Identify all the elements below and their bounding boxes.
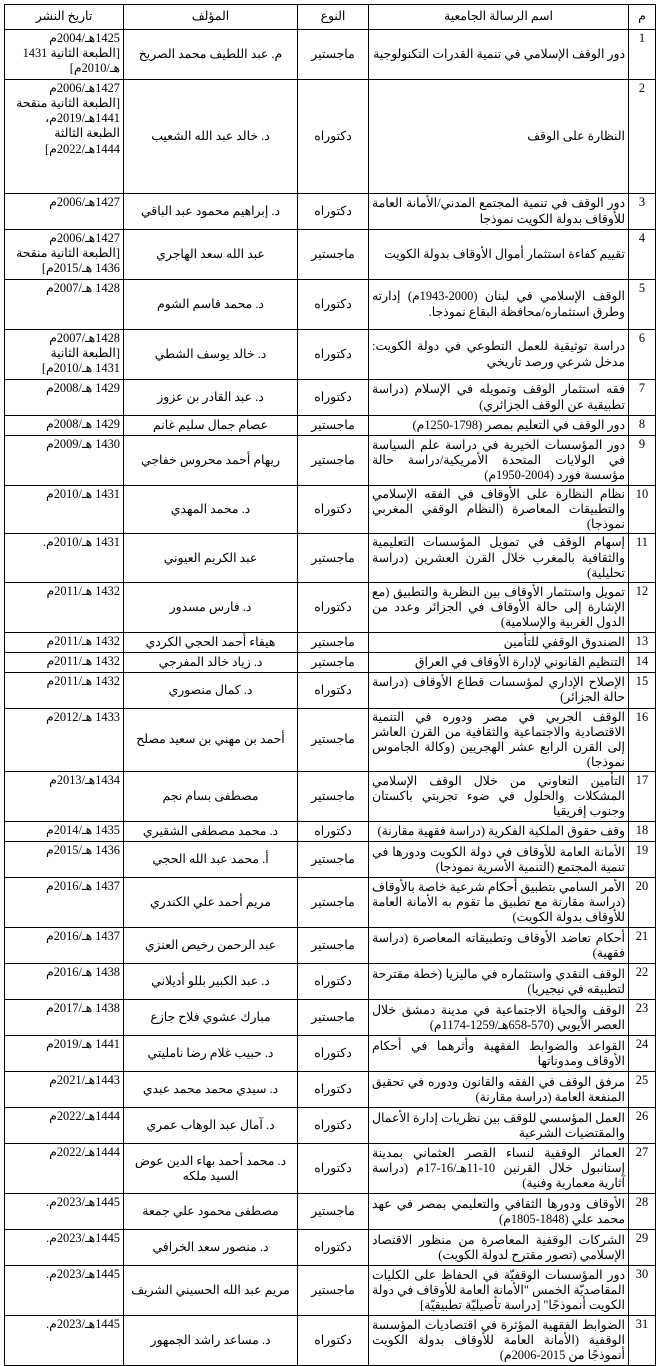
table-row [5,772,656,822]
table-row [5,1316,656,1366]
author-name: د. فارس مسدور [124,582,298,632]
publication-date [5,632,124,652]
date-line: 1427هـ/2006م [49,81,120,95]
dissertation-title: الإصلاح الإداري لمؤسسات قطاع الأوقاف (دراسة حالة الجزائر) [369,672,629,708]
date-line: 1430 هـ/2009م [46,437,120,451]
author-name: مصطفى محمود علي جمعة [124,1194,298,1230]
degree-type: دكتوراه [298,1230,369,1266]
degree-type: ماجستير [298,1266,369,1316]
publication-date [5,772,124,822]
table-header-row [5,5,656,30]
table-row [5,30,656,80]
author-name: هيفاء أحمد الحجي الكردي [124,632,298,652]
date-line: 1432 هـ/2011م [46,633,120,648]
degree-type: ماجستير [298,842,369,878]
degree-type: دكتوراه [298,330,369,380]
author-name: مريم عبد الله الحسيني الشريف [124,1266,298,1316]
author-name: مبارك عشوي فلاح جازع [124,1000,298,1036]
author-name: د. إبراهيم محمود عبد الباقي [124,194,298,230]
date-line: 1435 هـ/2014م [46,823,120,838]
publication-date [5,1230,124,1266]
header-date: تاريخ النشر [5,5,124,30]
author-name: د. سيدي محمد محمد عبدي [124,1072,298,1108]
table-row [5,380,656,416]
dissertation-title: الضوابط الفقهية المؤثرة في اقتصاديات المؤسسة الوقفية (الأمانة العامة للأوقاف بدولة الكويت أنموذجًا من 2015-2006م) [369,1316,629,1366]
date-line: 1438 هـ/2016م [46,965,120,980]
dissertation-title: دراسة توثيقية للعمل التطوعي في دولة الكويت: مدخل شرعي ورصد تاريخي [369,330,629,380]
degree-type: دكتوراه [298,1316,369,1366]
dissertation-title: الوقف الجربي في مصر ودوره في التنمية الاقتصادية والاجتماعية والثقافية من القرن العاشر إلى القرن الرابع عشر الهجريين (وكالة الجاموس نموذجا) [369,708,629,772]
row-number: 27 [629,1144,656,1194]
degree-type: ماجستير [298,1000,369,1036]
dissertations-table [4,4,656,1366]
author-name: د. كمال منصوري [124,672,298,708]
row-number: 1 [629,30,656,80]
author-name: د. زياد خالد المفرجي [124,652,298,672]
date-line: [الطبعة الثانية 1431 [22,46,120,61]
header-type: النوع [298,5,369,30]
date-line: 1441هـ/2019م، [45,111,120,126]
author-name: د. مساعد راشد الجمهور [124,1316,298,1366]
publication-date [5,1144,124,1194]
degree-type: دكتوراه [298,1072,369,1108]
dissertation-title: دور الوقف في تنمية المجتمع المدني/الأمانة العامة للأوقاف بدولة الكويت نموذجا [369,194,629,230]
author-name: د. خالد يوسف الشطي [124,330,298,380]
table-row [5,842,656,878]
table-row [5,280,656,330]
dissertation-title: النظارة على الوقف [369,80,629,194]
publication-date [5,1036,124,1072]
degree-type: ماجستير [298,708,369,772]
publication-date [5,708,124,772]
table-row [5,436,656,486]
date-line: 1443هـ/2021م [49,1073,120,1088]
publication-date [5,1000,124,1036]
degree-type: دكتوراه [298,672,369,708]
row-number: 6 [629,330,656,380]
dissertation-title: تقييم كفاءة استثمار أموال الأوقاف بدولة الكويت [369,230,629,280]
degree-type: دكتوراه [298,1036,369,1072]
date-line: 1427هـ/2006م [49,231,120,245]
dissertation-title: الوقف النقدي واستثماره في ماليزيا (خطة مقترحة لتطبيقه في نيجيريا) [369,964,629,1000]
table-row [5,330,656,380]
date-line: 1438 هـ/2017م [46,1001,120,1016]
table-row [5,672,656,708]
date-line: 1437 هـ/2016م [46,929,120,944]
degree-type: ماجستير [298,772,369,822]
dissertation-title: نظام النظارة على الأوقاف في الفقه الإسلامي والتطبيقات المعاصرة (النظام الوقفي المغربي نموذجا) [369,486,629,534]
degree-type: ماجستير [298,230,369,280]
degree-type: ماجستير [298,416,369,436]
date-line: 1427هـ/2006م [49,195,120,209]
row-number: 29 [629,1230,656,1266]
row-number: 8 [629,416,656,436]
publication-date [5,582,124,632]
date-line: 1428هـ/2007م [49,331,120,345]
degree-type: ماجستير [298,30,369,80]
date-line: 1445هـ/2023م. [46,1231,120,1246]
author-name: أحمد بن مهني بن سعيد مصلح [124,708,298,772]
publication-date [5,380,124,416]
date-line: 1436 هـ/2015م [46,843,120,858]
publication-date [5,30,124,80]
author-name: د. حبيب غلام رضا نامليتي [124,1036,298,1072]
row-number: 12 [629,582,656,632]
row-number: 14 [629,652,656,672]
row-number: 20 [629,878,656,928]
header-author: المؤلف [124,5,298,30]
degree-type: ماجستير [298,436,369,486]
table-row [5,928,656,964]
publication-date [5,652,124,672]
date-line: 1432 هـ/2011م [46,653,120,668]
row-number: 11 [629,534,656,582]
table-row [5,80,656,194]
row-number: 18 [629,822,656,842]
table-row [5,194,656,230]
publication-date [5,672,124,708]
table-row [5,1072,656,1108]
degree-type: ماجستير [298,652,369,672]
dissertation-title: مرفق الوقف في الفقه والقانون ودوره في تحقيق المنفعة العامة (دراسة مقارنة) [369,1072,629,1108]
date-line: 1441 هـ/2019م [46,1037,120,1052]
date-line: 1434هـ/2013م [49,773,120,788]
date-line: 1431 هـ/2010م] [41,361,120,376]
date-line: 1445هـ/2023م. [46,1195,120,1210]
table-row [5,486,656,534]
degree-type: ماجستير [298,878,369,928]
publication-date [5,280,124,330]
dissertation-title: فقه استثمار الوقف وتمويله في الإسلام (دراسة تطبيقية عن الوقف الجزائري) [369,380,629,416]
author-name: عبد الرحمن رخيص العنزي [124,928,298,964]
publication-date [5,230,124,280]
author-name: عبد الله سعد الهاجري [124,230,298,280]
degree-type: ماجستير [298,534,369,582]
degree-type: دكتوراه [298,822,369,842]
date-line: 1429 هـ/2008م [46,417,120,431]
row-number: 26 [629,1108,656,1144]
dissertation-title: وقف حقوق الملكية الفكرية (دراسة فقهية مقارنة) [369,822,629,842]
author-name: مصطفى بسام نجم [124,772,298,822]
author-name: مريم أحمد علي الكندري [124,878,298,928]
table-row [5,878,656,928]
table-row [5,230,656,280]
header-num: م [629,5,656,30]
row-number: 23 [629,1000,656,1036]
publication-date [5,534,124,582]
author-name: عبد الكريم العيوني [124,534,298,582]
date-line: 1444هـ/2022م] [45,141,120,156]
dissertation-title: الشركات الوقفية المعاصرة من منظور الاقتصاد الإسلامي (تصور مقترح لدولة الكويت) [369,1230,629,1266]
publication-date [5,928,124,964]
dissertation-title: العمائر الوقفية لنساء القصر العثماني بمدينة إستانبول خلال القرنين 10-11هـ/16-17م (دراسة آثارية معمارية وفنية) [369,1144,629,1194]
row-number: 17 [629,772,656,822]
table-row [5,652,656,672]
table-row [5,534,656,582]
dissertation-title: الأمر السامي بتطبيق أحكام شرعية خاصة بالأوقاف (دراسة مقارنة مع تطبيق ما تقوم به الأمانة العامة للأوقاف بدولة الكويت) [369,878,629,928]
table-row [5,708,656,772]
author-name: عصام جمال سليم غانم [124,416,298,436]
table-row [5,582,656,632]
row-number: 13 [629,632,656,652]
dissertation-title: دور الوقف في التعليم بمصر (1798-1250م) [369,416,629,436]
publication-date [5,822,124,842]
author-name: أ. محمد عبد الله الحجي [124,842,298,878]
table-row [5,1108,656,1144]
publication-date [5,1072,124,1108]
table-row [5,822,656,842]
date-line: 1432 هـ/2011م [46,673,120,688]
publication-date [5,194,124,230]
date-line: 1437 هـ/2016م [46,879,120,894]
degree-type: دكتوراه [298,380,369,416]
dissertation-title: أحكام تعاضد الأوقاف وتطبيقاته المعاصرة (دراسة فقهية) [369,928,629,964]
row-number: 9 [629,436,656,486]
publication-date [5,1194,124,1230]
dissertation-title: التنظيم القانوني لإدارة الأوقاف في العراق [369,652,629,672]
row-number: 4 [629,230,656,280]
date-line: [الطبعة الثانية [50,346,120,361]
degree-type: ماجستير [298,1194,369,1230]
date-line: 1444هـ/2022م [49,1109,120,1124]
date-line: 1436 هـ/2015م] [41,261,120,276]
publication-date [5,416,124,436]
table-row [5,1000,656,1036]
row-number: 24 [629,1036,656,1072]
dissertation-title: الوقف الإسلامي في لبنان (2000-1943م) إدارته وطرق استثماره/محافظة البقاع نموذجا. [369,280,629,330]
table-row [5,1036,656,1072]
date-line: 1431 هـ/2010م. [42,535,120,550]
date-line: الطبعة الثالثة [54,126,120,141]
degree-type: دكتوراه [298,194,369,230]
author-name: د. عبد القادر بن عزوز [124,380,298,416]
table-body [5,30,656,1366]
author-name: د. محمد قاسم الشوم [124,280,298,330]
header-title: اسم الرسالة الجامعية [369,5,629,30]
degree-type: دكتوراه [298,964,369,1000]
author-name: د. محمد مصطفى الشقيري [124,822,298,842]
degree-type: دكتوراه [298,1108,369,1144]
row-number: 25 [629,1072,656,1108]
row-number: 31 [629,1316,656,1366]
date-line: هـ/2010م] [69,61,120,76]
row-number: 10 [629,486,656,534]
date-line: [الطبعة الثانية منقحة [16,246,120,261]
date-line: 1445هـ/2023م. [46,1267,120,1282]
dissertation-title: دور المؤسسات الوقفيّة في الحفاظ على الكليات المقاصديّة الخمس "الأمانة العامة للأوقاف في دولة الكويت أنموذجًا" [دراسة تأصيليّة تطبيقيّة] [369,1266,629,1316]
date-line: 1425هـ/2004م [49,31,120,45]
dissertation-title: العمل المؤسسي للوقف بين نظريات إدارة الأعمال والمقتضيات الشرعية [369,1108,629,1144]
degree-type: دكتوراه [298,582,369,632]
dissertation-title: الوقف والحياة الاجتماعية في مدينة دمشق خلال العصر الأيوبي (570-658هـ/1259-1174م) [369,1000,629,1036]
dissertation-title: دور المؤسسات الخيرية في دراسة علم السياسة في الولايات المتحدة الأمريكية/دراسة حالة مؤسسة فورد (2004-1950م) [369,436,629,486]
table-row [5,416,656,436]
cut-off-text-line [0,1302,660,1315]
row-number: 5 [629,280,656,330]
author-name: د. خالد عبد الله الشعيب [124,80,298,194]
degree-type: دكتوراه [298,280,369,330]
row-number: 3 [629,194,656,230]
table-row [5,1194,656,1230]
degree-type: دكتوراه [298,1144,369,1194]
dissertation-title: تمويل واستثمار الأوقاف بين النظرية والتطبيق (مع الإشارة إلى حالة الأوقاف في الجزائر وعدد من الدول الغربية والإسلامية) [369,582,629,632]
date-line: 1444هـ/2022م [49,1145,120,1160]
degree-type: ماجستير [298,928,369,964]
degree-type: دكتوراه [298,486,369,534]
publication-date [5,842,124,878]
publication-date [5,486,124,534]
table-row [5,1230,656,1266]
date-line: [الطبعة الثانية منقحة [16,96,120,111]
table-row [5,1144,656,1194]
author-name: د. محمد المهدي [124,486,298,534]
dissertation-title: دور الوقف الإسلامي في تنمية القدرات التكنولوجية [369,30,629,80]
publication-date [5,436,124,486]
row-number: 16 [629,708,656,772]
date-line: 1432 هـ/2011م [46,583,120,598]
author-name: د. محمد أحمد بهاء الدين عوض السيد ملكه [124,1144,298,1194]
author-name: د. منصور سعد الخرافي [124,1230,298,1266]
publication-date [5,80,124,194]
publication-date [5,1316,124,1366]
date-line: 1445هـ/2023م. [46,1317,120,1332]
degree-type: ماجستير [298,632,369,652]
dissertation-title: إسهام الوقف في تمويل المؤسسات التعليمية والثقافية بالمغرب خلال القرن العشرين (دراسة تحليلية) [369,534,629,582]
document-page [4,4,656,1366]
date-line: 1431 هـ/2010م [46,487,120,501]
date-line: 1429 هـ/2008م [46,381,120,395]
degree-type: دكتوراه [298,80,369,194]
dissertation-title: الأمانة العامة للأوقاف في دولة الكويت ودورها في تنمية المجتمع (التنمية الأسرية نموذجا) [369,842,629,878]
publication-date [5,964,124,1000]
date-line: 1428 هـ/2007م [46,281,120,295]
dissertation-title: الصندوق الوقفي للتأمين [369,632,629,652]
row-number: 7 [629,380,656,416]
row-number: 30 [629,1266,656,1316]
author-name: د. آمال عبد الوهاب عمري [124,1108,298,1144]
row-number: 15 [629,672,656,708]
row-number: 19 [629,842,656,878]
table-row [5,964,656,1000]
row-number: 21 [629,928,656,964]
dissertation-title: القواعد والضوابط الفقهية وأثرهما في أحكام الأوقاف ومدوناتها [369,1036,629,1072]
row-number: 28 [629,1194,656,1230]
author-name: د. عبد الكبير بللو أديلاني [124,964,298,1000]
row-number: 2 [629,80,656,194]
publication-date [5,878,124,928]
publication-date [5,330,124,380]
row-number: 22 [629,964,656,1000]
dissertation-title: التأمين التعاوني من خلال الوقف الإسلامي المشكلات والحلول في ضوء تجربتي باكستان وجنوب إفريقيا [369,772,629,822]
table-row [5,632,656,652]
author-name: م. عبد اللطيف محمد الصريخ [124,30,298,80]
dissertation-title: الأوقاف ودورها الثقافي والتعليمي بمصر في عهد محمد علي (1848-1805م) [369,1194,629,1230]
date-line: 1433 هـ/2012م [46,709,120,724]
author-name: ريهام أحمد محروس خفاجي [124,436,298,486]
publication-date [5,1108,124,1144]
